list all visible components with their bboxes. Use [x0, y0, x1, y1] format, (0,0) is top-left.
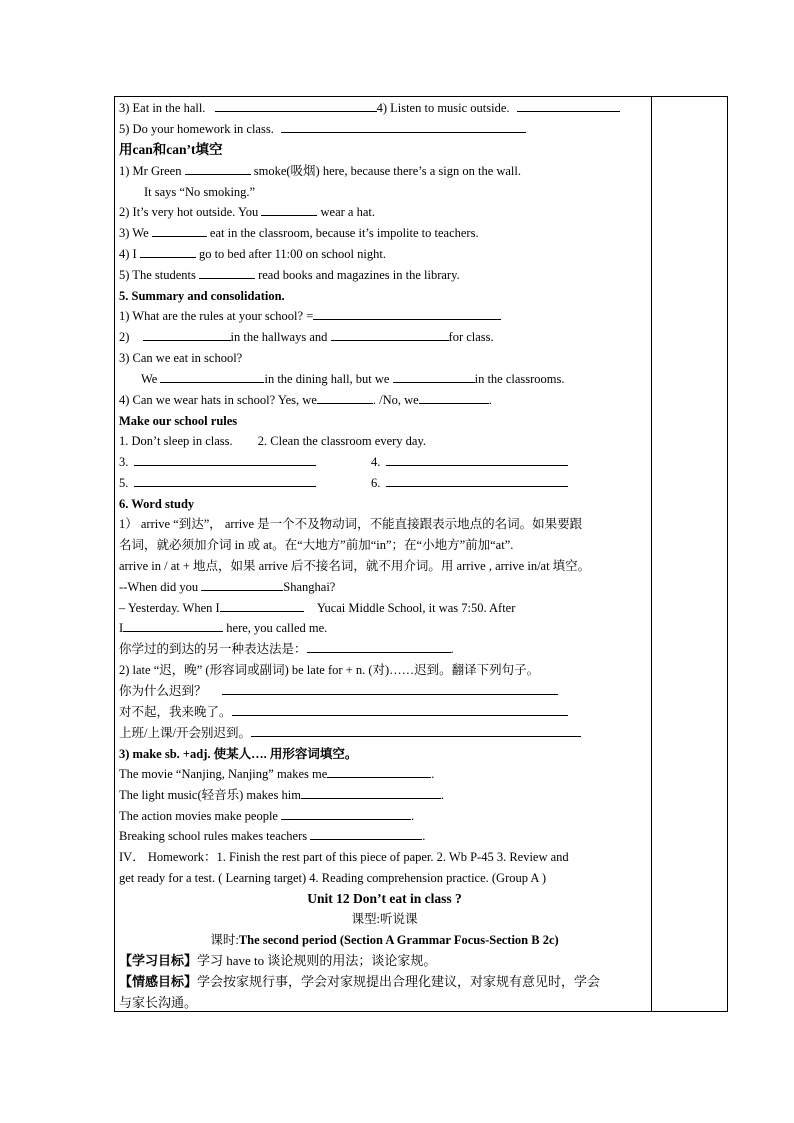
word-study-line-3: arrive in / at + 地点，如果 arrive 后不接名词，就不用介词。用 arrive , arrive in/at 填空。 [119, 559, 591, 573]
emotion-goal: 【情感目标】学会按家规行事，学会对家规提出合理化建议，对家规有意见时，学会 [119, 974, 601, 989]
answer-blank[interactable] [331, 328, 449, 341]
answer-blank[interactable] [261, 203, 317, 216]
column-divider [651, 96, 652, 1012]
answer-blank[interactable] [313, 307, 501, 320]
answer-blank[interactable] [134, 474, 316, 487]
rules-row-1: 1. Don’t sleep in class. 2. Clean the classroom every day. [119, 434, 427, 448]
answer-blank[interactable] [281, 120, 526, 133]
answer-blank[interactable] [327, 765, 431, 778]
can-item-5: 5) The students read books and magazines in the library. [119, 268, 460, 282]
answer-blank[interactable] [201, 578, 283, 591]
word-study-line-4: --When did you Shanghai? [119, 580, 336, 594]
answer-blank[interactable] [232, 703, 568, 716]
answer-blank[interactable] [160, 370, 264, 383]
exercise-3: 3) Eat in the hall. 4) Listen to music outside. [119, 99, 620, 117]
answer-blank[interactable] [199, 266, 255, 279]
section-heading-can: 用can和can’t填空 [119, 142, 223, 157]
answer-blank[interactable] [386, 453, 568, 466]
homework-line-2: get ready for a test. ( Learning target) 4. Reading comprehension practice. (Group A ) [119, 871, 547, 885]
homework-line-1: IV． Homework：1. Finish the rest part of this piece of paper. 2. Wb P-45 3. Review and [119, 850, 569, 864]
answer-blank[interactable] [134, 453, 316, 466]
section-heading-make: 3) make sb. +adj. 使某人…. 用形容词填空。 [119, 747, 358, 761]
summary-2: 2) in the hallways and for class. [119, 330, 494, 344]
answer-blank[interactable] [143, 328, 231, 341]
word-study-line-9: 你为什么迟到？ [119, 682, 558, 700]
word-study-line-5: – Yesterday. When I Yucai Middle School, it was 7:50. After [119, 601, 516, 615]
make-item-4: Breaking school rules makes teachers . [119, 829, 426, 843]
answer-blank[interactable] [301, 786, 441, 799]
answer-blank[interactable] [310, 827, 422, 840]
word-study-line-2: 名词，就必须加介词 in 或 at。在“大地方”前加“in”；在“小地方”前加“at”. [119, 538, 514, 552]
lesson-type: 课型:听说课 [351, 912, 418, 926]
make-item-2: The light music(轻音乐) makes him . [119, 788, 445, 802]
answer-blank[interactable] [251, 724, 581, 737]
word-study-line-8: 2) late “迟，晚” (形容词或副词) be late for + n. (对)……迟到。翻译下列句子。 [119, 663, 540, 677]
unit-title: Unit 12 Don’t eat in class ? [307, 891, 462, 906]
word-study-line-6: I here, you called me. [119, 621, 328, 635]
can-item-2: 2) It’s very hot outside. You wear a hat. [119, 205, 375, 219]
word-study-line-1: 1） arrive “到达”， arrive 是一个不及物动词，不能直接跟表示地点的名词。如果要跟 [119, 517, 583, 531]
make-item-3: The action movies make people . [119, 809, 415, 823]
answer-blank[interactable] [152, 224, 207, 237]
period-line: 课时:The second period (Section A Grammar Focus-Section B 2c) [210, 933, 559, 947]
can-item-4: 4) I go to bed after 11:00 on school night. [119, 247, 386, 261]
section-heading-rules: Make our school rules [119, 414, 238, 428]
answer-blank[interactable] [281, 807, 411, 820]
rules-row-2b: 4. [371, 453, 568, 471]
summary-4: 4) Can we wear hats in school? Yes, we . /No, we . [119, 393, 492, 407]
rules-row-3b: 6. [371, 474, 568, 492]
section-heading-summary: 5. Summary and consolidation. [119, 289, 285, 303]
rules-row-2: 3. [119, 453, 316, 471]
summary-3: 3) Can we eat in school? [119, 351, 243, 365]
summary-3-answer: We in the dining hall, but we in the classrooms. [141, 372, 565, 386]
learning-goal: 【学习目标】学习 have to 谈论规则的用法；谈论家规。 [119, 953, 437, 968]
answer-blank[interactable] [317, 391, 373, 404]
answer-blank[interactable] [517, 99, 620, 112]
answer-blank[interactable] [386, 474, 568, 487]
answer-blank[interactable] [140, 245, 196, 258]
can-item-3: 3) We eat in the classroom, because it’s impolite to teachers. [119, 226, 479, 240]
answer-blank[interactable] [419, 391, 489, 404]
answer-blank[interactable] [185, 162, 251, 175]
answer-blank[interactable] [222, 682, 558, 695]
can-item-1-note: It says “No smoking.” [144, 185, 256, 199]
answer-blank[interactable] [393, 370, 475, 383]
answer-blank[interactable] [220, 599, 304, 612]
answer-blank[interactable] [123, 619, 223, 632]
answer-blank[interactable] [215, 99, 377, 112]
rules-row-3: 5. [119, 474, 316, 492]
emotion-goal-cont: 与家长沟通。 [119, 995, 198, 1010]
word-study-line-10: 对不起，我来晚了。 [119, 703, 568, 721]
section-heading-word-study: 6. Word study [119, 497, 195, 511]
make-item-1: The movie “Nanjing, Nanjing” makes me . [119, 767, 435, 781]
word-study-line-11: 上班/上课/开会别迟到。 [119, 724, 581, 742]
word-study-line-7: 你学过的到达的另一种表达法是： . [119, 642, 454, 656]
can-item-1: 1) Mr Green smoke(吸烟) here, because there’s a sign on the wall. [119, 164, 522, 178]
exercise-5: 5) Do your homework in class. [119, 120, 526, 138]
summary-1: 1) What are the rules at your school? = [119, 307, 501, 325]
answer-blank[interactable] [307, 640, 451, 653]
